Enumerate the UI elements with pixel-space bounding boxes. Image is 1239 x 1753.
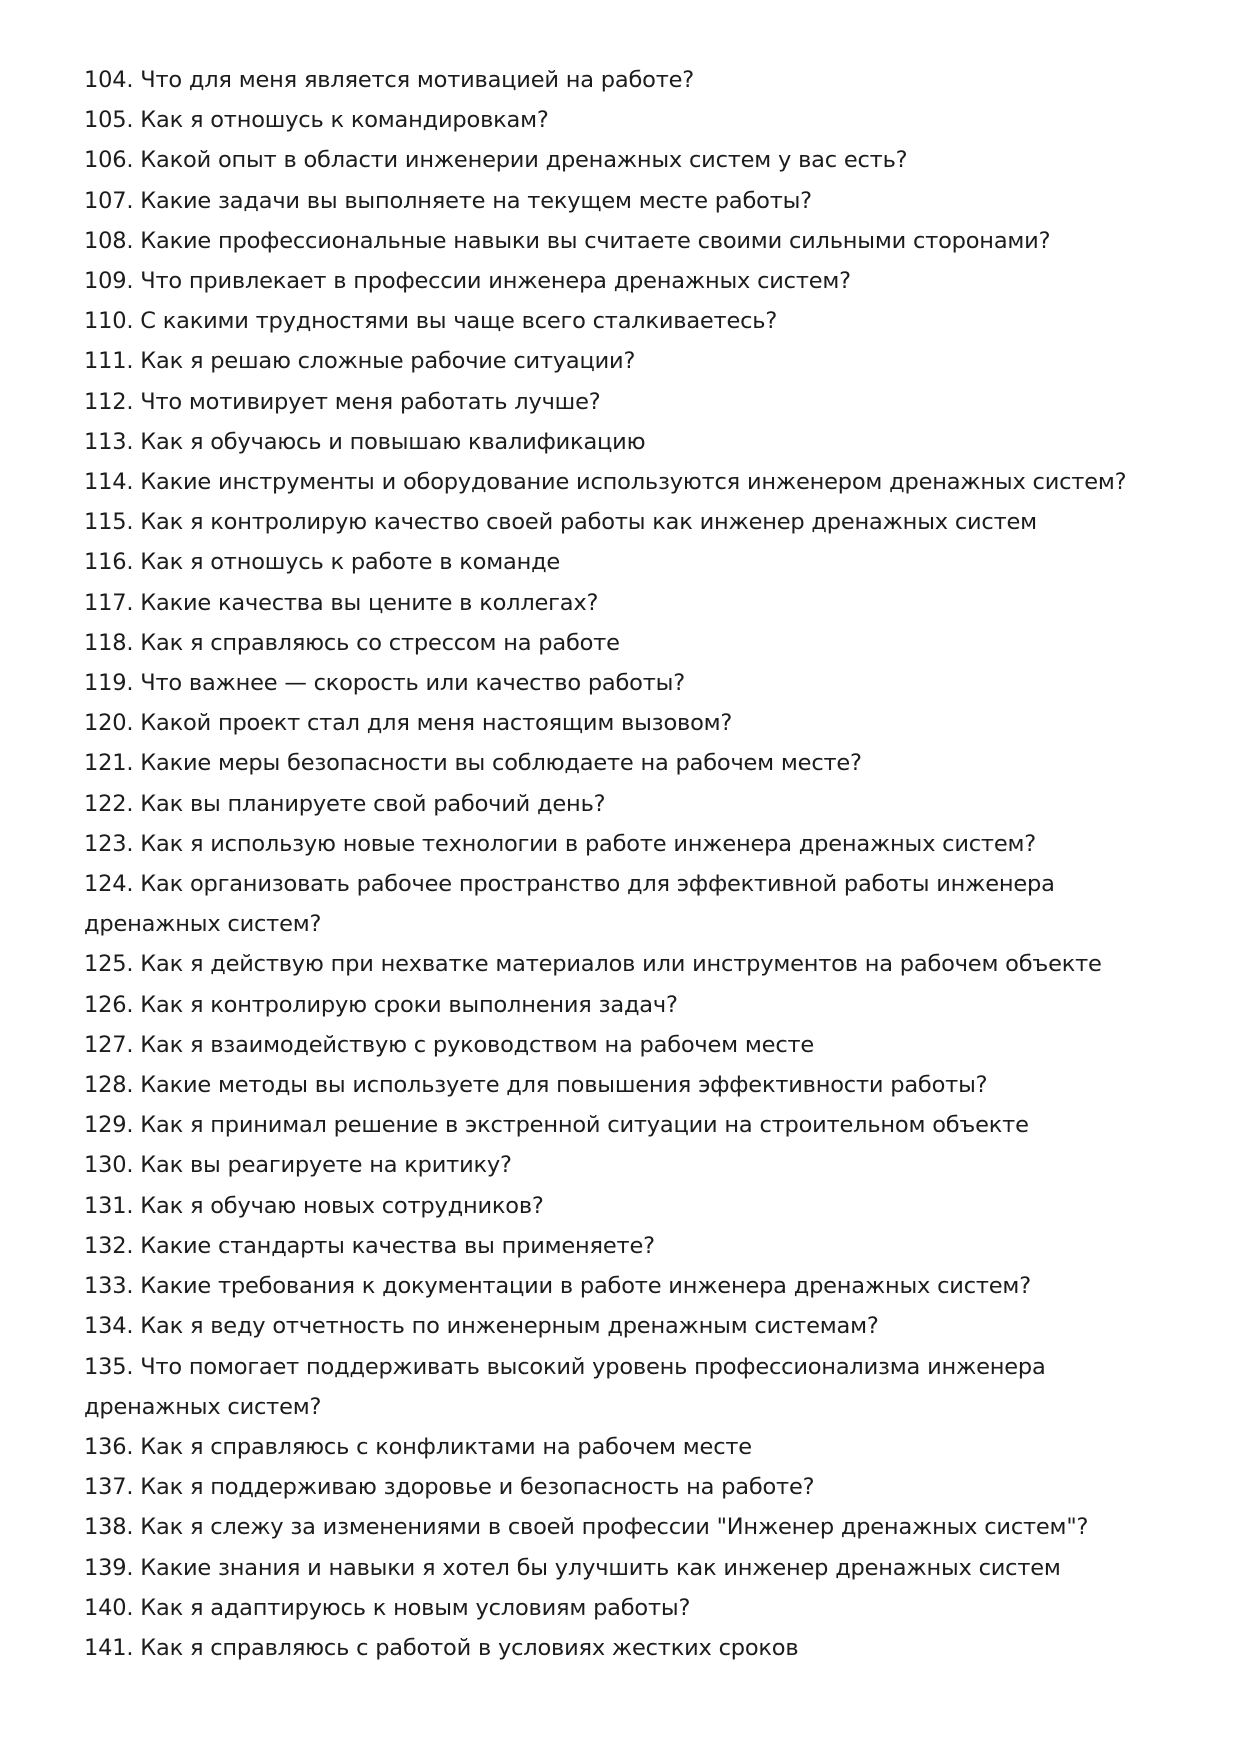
question-item: 116. Как я отношусь к работе в команде (84, 549, 561, 576)
question-item: 126. Как я контролирую сроки выполнения задач? (84, 991, 678, 1018)
question-item: 111. Как я решаю сложные рабочие ситуации? (84, 348, 636, 375)
question-item: 125. Как я действую при нехватке материалов или инструментов на рабочем объекте (84, 951, 1102, 978)
question-item: 120. Какой проект стал для меня настоящим вызовом? (84, 710, 733, 737)
question-item: 138. Как я слежу за изменениями в своей профессии "Инженер дренажных систем"? (84, 1514, 1089, 1541)
question-list (84, 60, 1164, 1668)
question-item: 132. Какие стандарты качества вы применяете? (84, 1232, 655, 1259)
question-item: 136. Как я справляюсь с конфликтами на рабочем месте (84, 1433, 752, 1460)
question-item: 137. Как я поддерживаю здоровье и безопасность на работе? (84, 1474, 815, 1501)
question-item: 108. Какие профессиональные навыки вы считаете своими сильными сторонами? (84, 227, 1051, 254)
question-item: 130. Как вы реагируете на критику? (84, 1152, 512, 1179)
question-item: 119. Что важнее — скорость или качество работы? (84, 670, 685, 697)
question-item: 134. Как я веду отчетность по инженерным дренажным системам? (84, 1313, 879, 1340)
question-item: 121. Какие меры безопасности вы соблюдаете на рабочем месте? (84, 750, 862, 777)
question-item: 140. Как я адаптируюсь к новым условиям работы? (84, 1594, 691, 1621)
question-item: 127. Как я взаимодействую с руководством на рабочем месте (84, 1031, 815, 1058)
question-item: 106. Какой опыт в области инженерии дренажных систем у вас есть? (84, 147, 908, 174)
question-item: 107. Какие задачи вы выполняете на текущем месте работы? (84, 187, 812, 214)
question-item: 110. С какими трудностями вы чаще всего сталкиваетесь? (84, 308, 778, 335)
question-item: 122. Как вы планируете свой рабочий день? (84, 790, 606, 817)
question-item: 104. Что для меня является мотивацией на работе? (84, 67, 694, 93)
question-item: 124. Как организовать рабочее пространство для эффективной работы инженера дренажных систем? (84, 871, 1055, 938)
question-item: 129. Как я принимал решение в экстренной ситуации на строительном объекте (84, 1112, 1029, 1139)
question-item: 128. Какие методы вы используете для повышения эффективности работы? (84, 1072, 988, 1099)
question-item: 118. Как я справляюсь со стрессом на работе (84, 629, 620, 656)
question-item: 133. Какие требования к документации в работе инженера дренажных систем? (84, 1273, 1031, 1300)
question-item: 105. Как я отношусь к командировкам? (84, 107, 549, 134)
question-item: 123. Как я использую новые технологии в работе инженера дренажных систем? (84, 830, 1036, 857)
question-item: 112. Что мотивирует меня работать лучше? (84, 388, 601, 415)
question-item: 113. Как я обучаюсь и повышаю квалификацию (84, 428, 646, 455)
question-item: 109. Что привлекает в профессии инженера дренажных систем? (84, 268, 851, 295)
question-item: 135. Что помогает поддерживать высокий уровень профессионализма инженера дренажных систем? (84, 1353, 1046, 1420)
question-item: 115. Как я контролирую качество своей работы как инженер дренажных систем (84, 509, 1037, 536)
question-item: 114. Какие инструменты и оборудование используются инженером дренажных систем? (84, 469, 1127, 496)
question-item: 139. Какие знания и навыки я хотел бы улучшить как инженер дренажных систем (84, 1554, 1061, 1581)
question-item: 131. Как я обучаю новых сотрудников? (84, 1192, 544, 1219)
question-item: 141. Как я справляюсь с работой в условиях жестких сроков (84, 1634, 799, 1661)
question-item: 117. Какие качества вы цените в коллегах? (84, 589, 599, 616)
